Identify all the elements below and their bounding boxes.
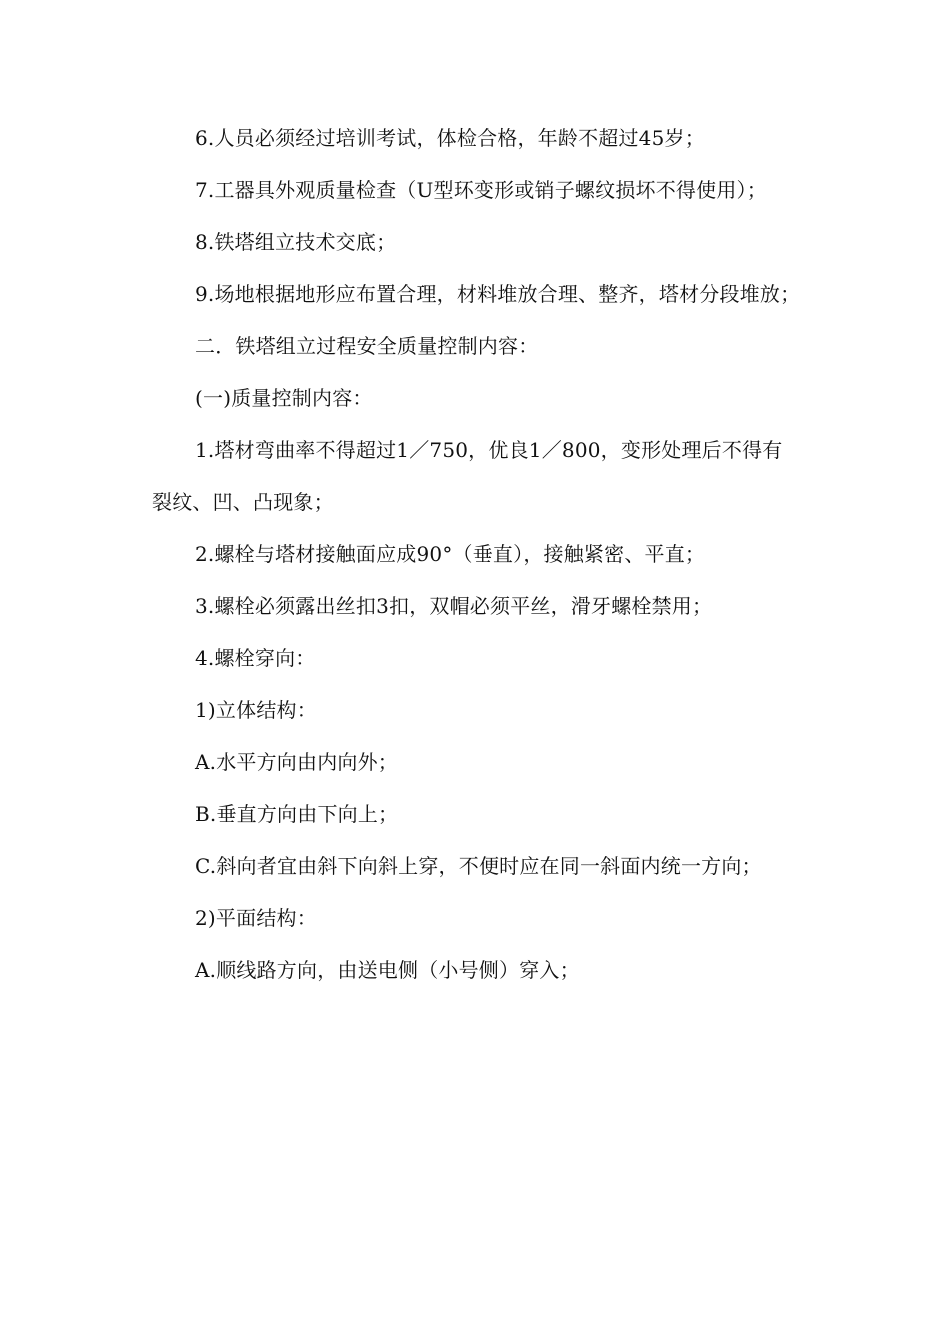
section-heading-2: 二．铁塔组立过程安全质量控制内容：	[195, 334, 539, 358]
paragraph-3d-c: C.斜向者宜由斜下向斜上穿，不便时应在同一斜面内统一方向；	[195, 854, 762, 878]
paragraph-8-technical-briefing: 8.铁塔组立技术交底；	[195, 230, 397, 254]
paragraph-9-site-layout: 9.场地根据地形应布置合理，材料堆放合理、整齐，塔材分段堆放；	[195, 282, 801, 306]
paragraph-6-personnel: 6.人员必须经过培训考试，体检合格，年龄不超过45岁；	[195, 126, 705, 150]
paragraph-7-tools-inspection: 7.工器具外观质量检查（U型环变形或销子螺纹损坏不得使用）；	[195, 178, 767, 202]
paragraph-3d-b: B.垂直方向由下向上；	[195, 802, 399, 826]
paragraph-q3-bolt-thread: 3.螺栓必须露出丝扣3扣，双帽必须平丝，滑牙螺栓禁用；	[195, 594, 713, 618]
paragraph-q2-bolt-contact: 2.螺栓与塔材接触面应成90°（垂直），接触紧密、平直；	[195, 542, 706, 566]
paragraph-q4-bolt-direction: 4.螺栓穿向：	[195, 646, 316, 670]
document-body	[152, 112, 802, 996]
paragraph-3d-structure: 1)立体结构：	[195, 698, 317, 722]
subsection-heading-quality: (一)质量控制内容：	[195, 386, 373, 410]
paragraph-plane-structure: 2)平面结构：	[195, 906, 317, 930]
paragraph-3d-a: A.水平方向由内向外；	[195, 750, 399, 774]
paragraph-plane-a: A.顺线路方向，由送电侧（小号侧）穿入；	[195, 958, 580, 982]
paragraph-q1-bending: 1.塔材弯曲率不得超过1／750，优良1／800，变形处理后不得有裂纹、凹、凸现象；	[152, 438, 783, 514]
